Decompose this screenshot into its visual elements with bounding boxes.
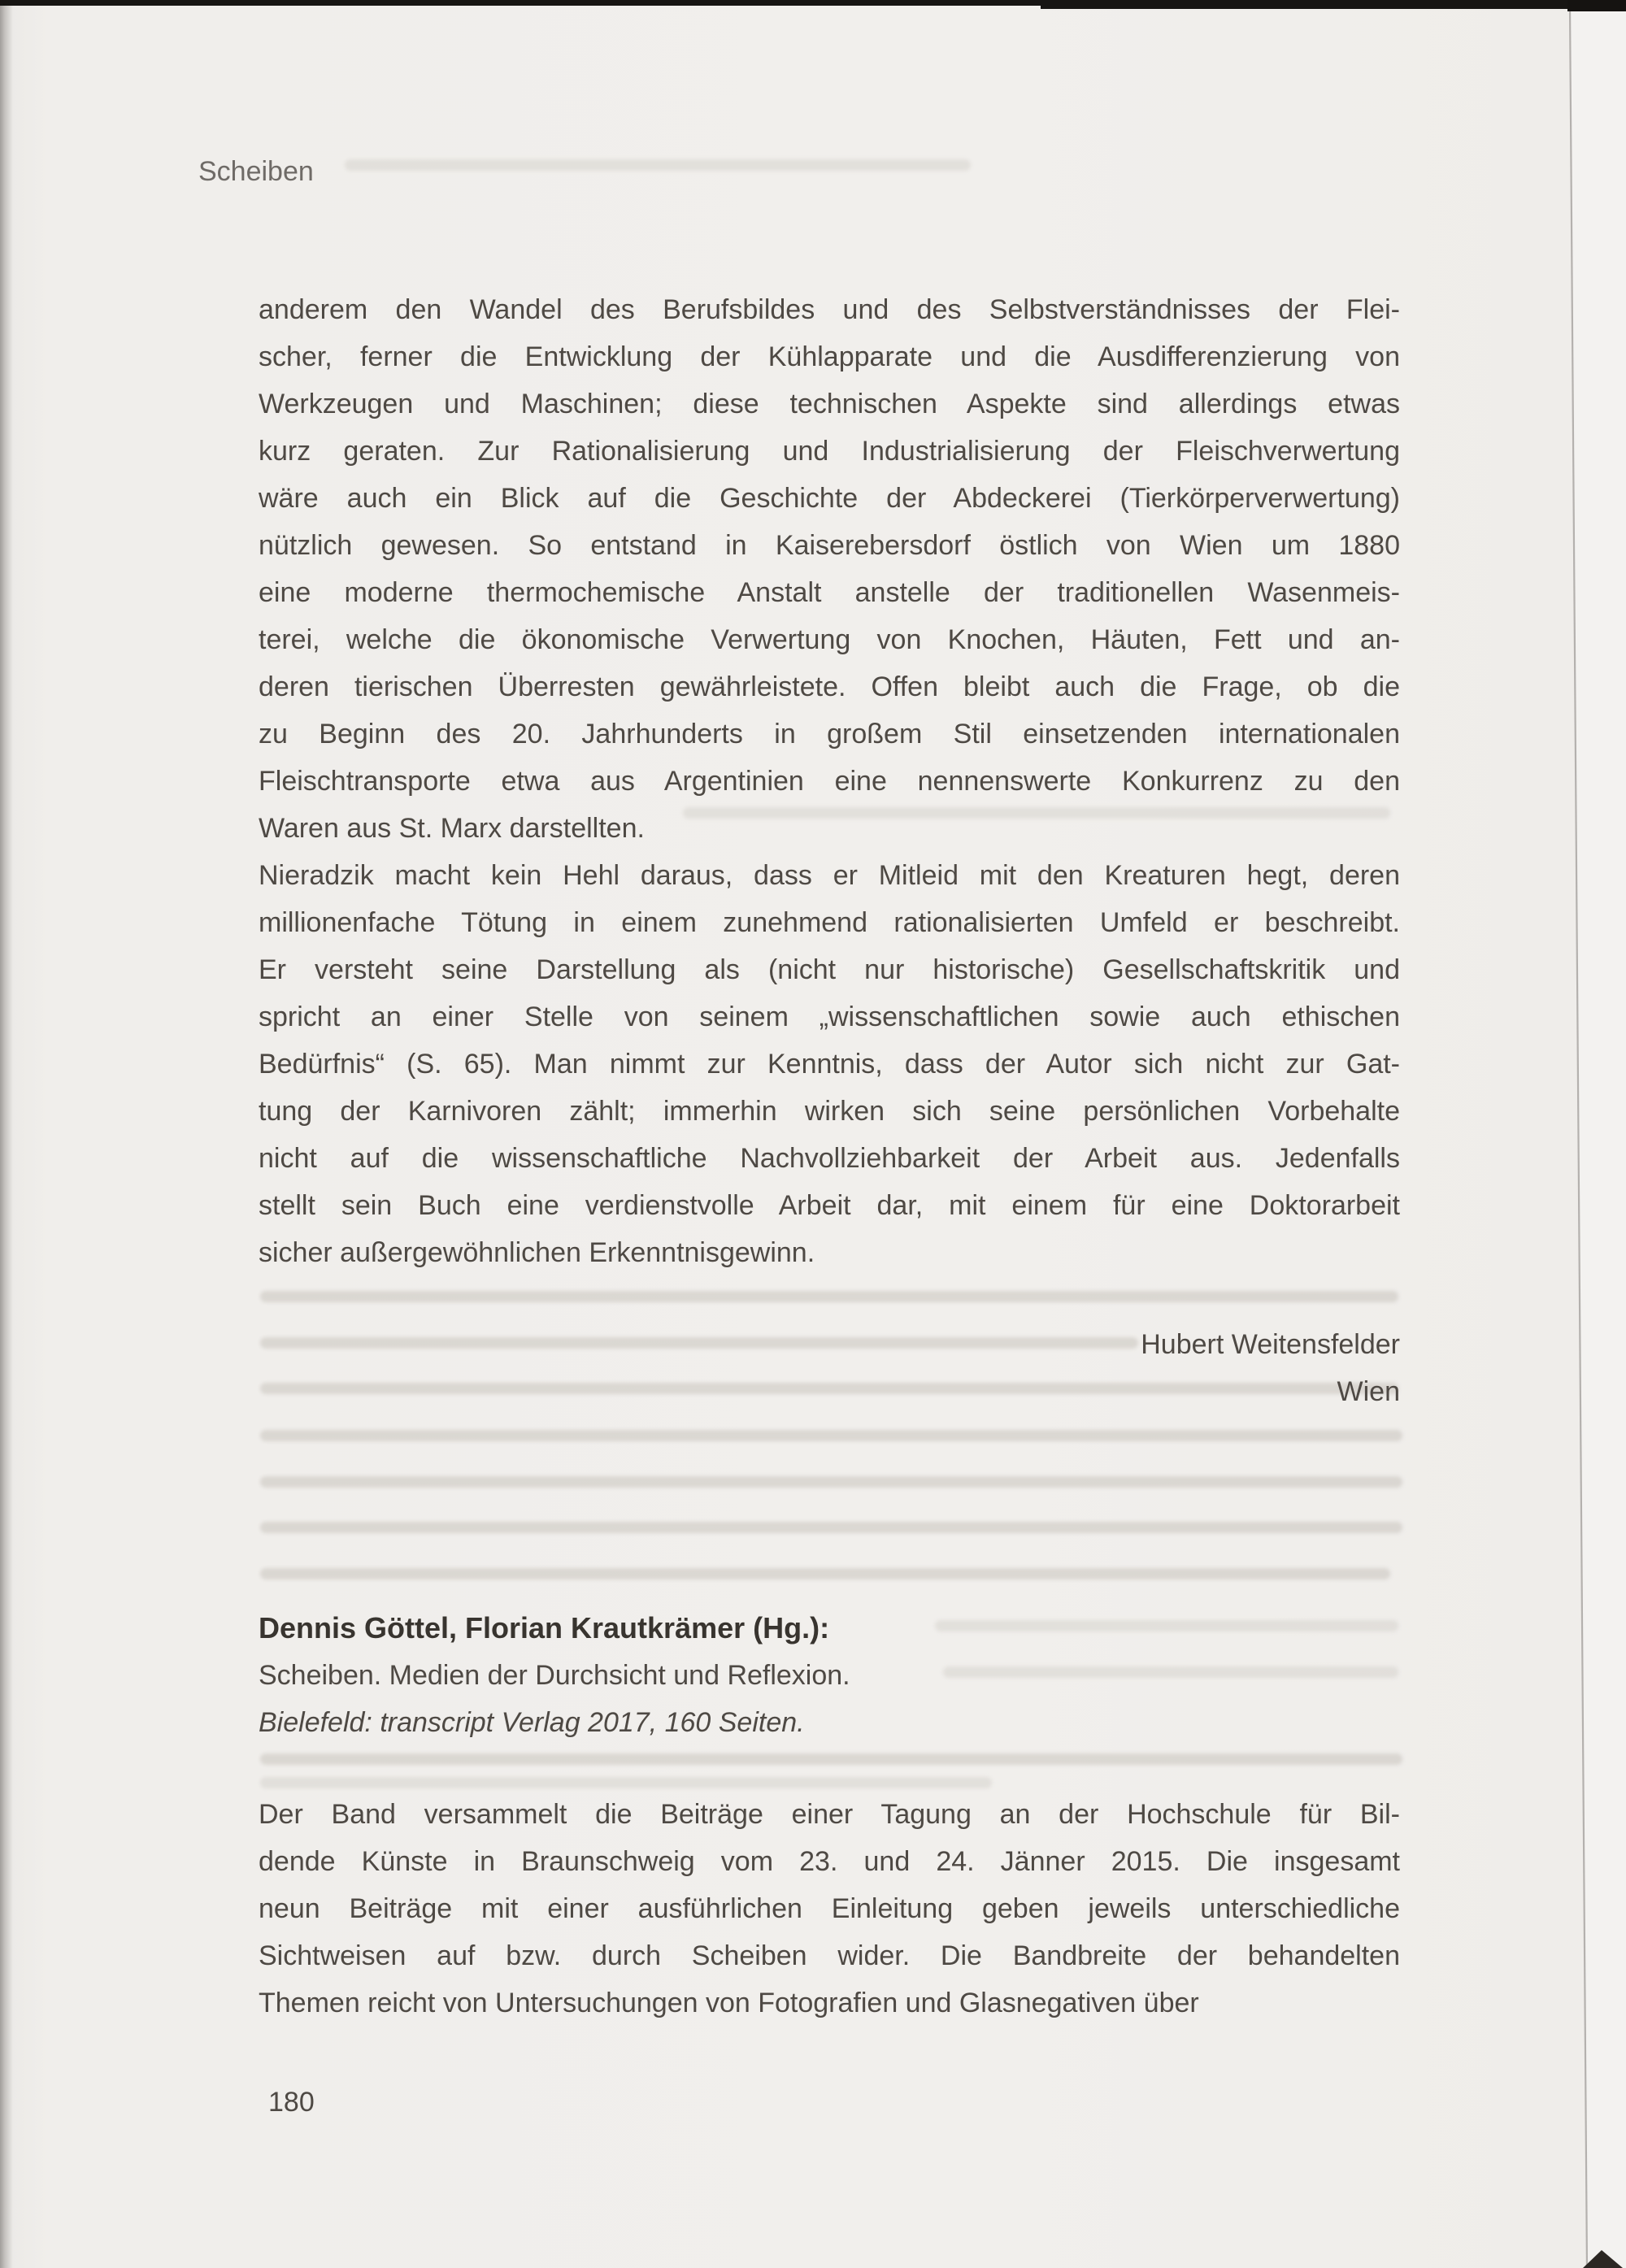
- text-line: Werkzeugen und Maschinen; diese technischen Aspekte sind allerdings etwas: [259, 389, 1400, 419]
- text-line: anderem den Wandel des Berufsbildes und des Selbstverständnisses der Flei-: [259, 294, 1400, 325]
- text-line: eine moderne thermochemische Anstalt anstelle der traditionellen Wasenmeis-: [259, 577, 1400, 608]
- text-line: Fleischtransporte etwa aus Argentinien eine nennenswerte Konkurrenz zu den: [259, 766, 1400, 797]
- text-line: tung der Karnivoren zählt; immerhin wirken sich seine persönlichen Vorbehalte: [259, 1096, 1400, 1127]
- text-line: Waren aus St. Marx darstellten.: [259, 813, 645, 844]
- text-line: kurz geraten. Zur Rationalisierung und Industrialisierung der Fleischverwertung: [259, 436, 1400, 467]
- book-heading-editors: Dennis Göttel, Florian Krautkrämer (Hg.):: [259, 1611, 830, 1645]
- text-line: terei, welche die ökonomische Verwertung von Knochen, Häuten, Fett und an-: [259, 624, 1400, 655]
- text-line: spricht an einer Stelle von seinem „wissenschaftlichen sowie auch ethischen: [259, 1001, 1400, 1032]
- top-scan-bar: [1567, 0, 1626, 11]
- text-line: zu Beginn des 20. Jahrhunderts in großem Stil einsetzenden internationalen: [259, 719, 1400, 749]
- text-line: millionenfache Tötung in einem zunehmend rationalisierten Umfeld er beschreibt.: [259, 907, 1400, 938]
- signature-name: Hubert Weitensfelder: [1141, 1329, 1400, 1360]
- left-scan-edge: [0, 0, 13, 2268]
- text-line: wäre auch ein Blick auf die Geschichte der Abdeckerei (Tierkörperverwertung): [259, 483, 1400, 514]
- top-scan-bar: [1041, 0, 1626, 9]
- page-number: 180: [268, 2087, 315, 2118]
- text-line: dende Künste in Braunschweig vom 23. und 24. Jänner 2015. Die insgesamt: [259, 1846, 1400, 1877]
- text-line: scher, ferner die Entwicklung der Kühlapparate und die Ausdifferenzierung von: [259, 341, 1400, 372]
- text-line: sicher außergewöhnlichen Erkenntnisgewinn.: [259, 1237, 815, 1268]
- text-line: neun Beiträge mit einer ausführlichen Einleitung geben jeweils unterschiedliche: [259, 1893, 1400, 1924]
- text-line: stellt sein Buch eine verdienstvolle Arbeit dar, mit einem für eine Doktorarbeit: [259, 1190, 1400, 1221]
- text-line: nicht auf die wissenschaftliche Nachvollziehbarkeit der Arbeit aus. Jedenfalls: [259, 1143, 1400, 1174]
- book-heading-title: Scheiben. Medien der Durchsicht und Reflexion.: [259, 1660, 850, 1691]
- text-line: Der Band versammelt die Beiträge einer Tagung an der Hochschule für Bil-: [259, 1799, 1400, 1830]
- running-header: Scheiben: [198, 156, 314, 187]
- text-line: nützlich gewesen. So entstand in Kaiserebersdorf östlich von Wien um 1880: [259, 530, 1400, 561]
- text-line: deren tierischen Überresten gewährleistete. Offen bleibt auch die Frage, ob die: [259, 671, 1400, 702]
- text-line: Er versteht seine Darstellung als (nicht nur historische) Gesellschaftskritik und: [259, 954, 1400, 985]
- text-line: Bedürfnis“ (S. 65). Man nimmt zur Kenntnis, dass der Autor sich nicht zur Gat-: [259, 1049, 1400, 1080]
- text-line: Themen reicht von Untersuchungen von Fotografien und Glasnegativen über: [259, 1988, 1199, 2018]
- text-line: Sichtweisen auf bzw. durch Scheiben wider. Die Bandbreite der behandelten: [259, 1940, 1400, 1971]
- book-heading-publication: Bielefeld: transcript Verlag 2017, 160 Seiten.: [259, 1707, 805, 1738]
- text-line: Nieradzik macht kein Hehl daraus, dass er Mitleid mit den Kreaturen hegt, deren: [259, 860, 1400, 891]
- signature-place: Wien: [1337, 1376, 1400, 1407]
